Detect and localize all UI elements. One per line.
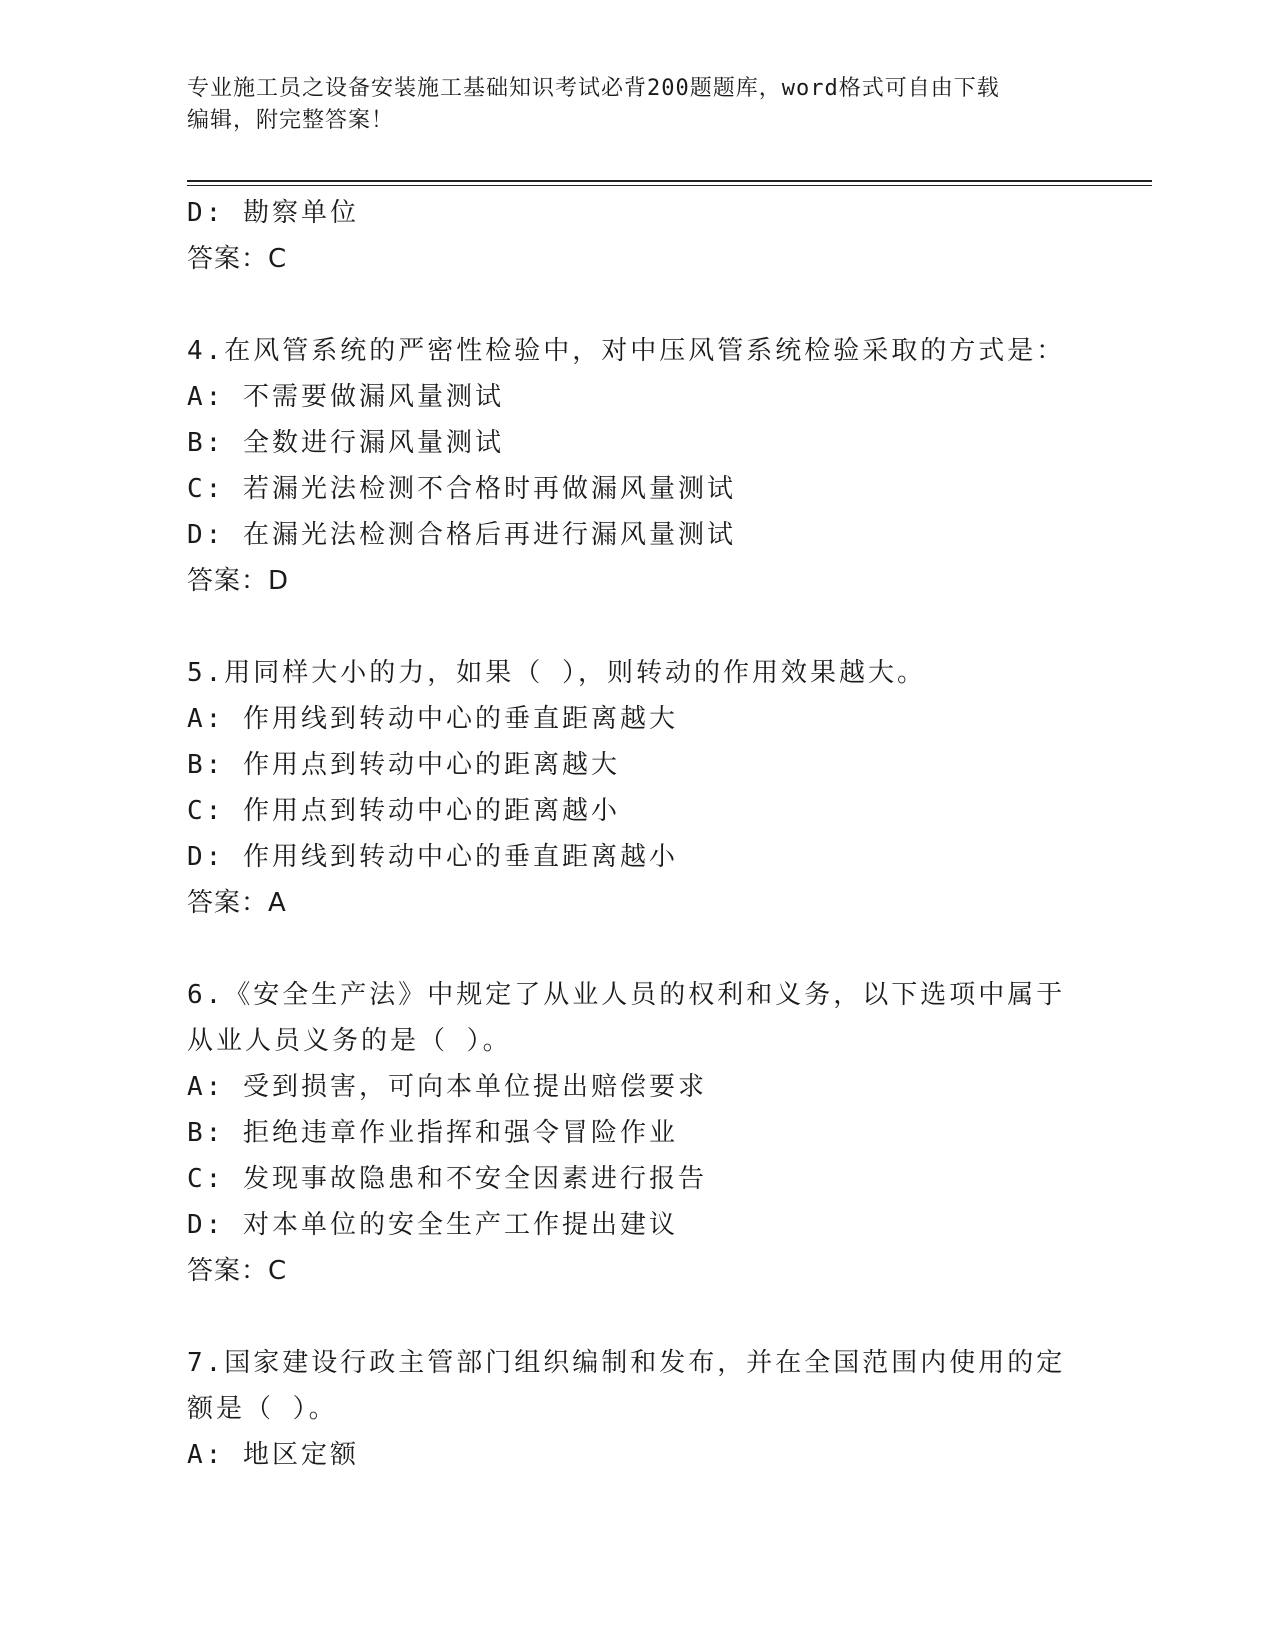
- question-stem-line-1: 6.《安全生产法》中规定了从业人员的权利和义务，以下选项中属于: [187, 980, 1066, 1010]
- answer: 答案：D: [187, 566, 290, 596]
- header-line-2: 编辑，附完整答案！: [187, 108, 395, 133]
- option-d: D: 作用线到转动中心的垂直距离越小: [187, 842, 678, 872]
- question-7: [187, 1340, 1087, 1478]
- option-b: B: 拒绝违章作业指挥和强令冒险作业: [187, 1118, 678, 1148]
- question-stem: 4.在风管系统的严密性检验中，对中压风管系统检验采取的方式是：: [187, 336, 1066, 366]
- question-4: [187, 328, 1087, 604]
- option-b: B: 全数进行漏风量测试: [187, 428, 504, 458]
- answer: 答案：C: [187, 1256, 288, 1286]
- option-c: C: 发现事故隐患和不安全因素进行报告: [187, 1164, 707, 1194]
- option-d: D: 在漏光法检测合格后再进行漏风量测试: [187, 520, 736, 550]
- answer: 答案：A: [187, 888, 287, 918]
- header-line-1: 专业施工员之设备安装施工基础知识考试必背200题题库，word格式可自由下载: [187, 76, 1000, 101]
- option-a: A: 地区定额: [187, 1440, 359, 1470]
- question-5: [187, 650, 1087, 926]
- question-stem-line-2: 额是（ ）。: [187, 1394, 338, 1424]
- header-divider-thick: [187, 180, 1152, 182]
- option-a: A: 不需要做漏风量测试: [187, 382, 504, 412]
- option-c: C: 若漏光法检测不合格时再做漏风量测试: [187, 474, 736, 504]
- question-stem-line-1: 7.国家建设行政主管部门组织编制和发布，并在全国范围内使用的定: [187, 1348, 1066, 1378]
- header-divider-thin: [187, 185, 1152, 186]
- q3-option-d: D: 勘察单位: [187, 198, 359, 228]
- option-c: C: 作用点到转动中心的距离越小: [187, 796, 620, 826]
- option-d: D: 对本单位的安全生产工作提出建议: [187, 1210, 678, 1240]
- question-6: [187, 972, 1087, 1294]
- question-stem: 5.用同样大小的力，如果（ ），则转动的作用效果越大。: [187, 658, 926, 688]
- question-stem-line-2: 从业人员义务的是（ ）。: [187, 1026, 512, 1056]
- option-b: B: 作用点到转动中心的距离越大: [187, 750, 620, 780]
- question-content: [187, 190, 1087, 1478]
- document-header: [187, 73, 1087, 137]
- option-a: A: 作用线到转动中心的垂直距离越大: [187, 704, 678, 734]
- q3-answer: 答案：C: [187, 244, 288, 274]
- option-a: A: 受到损害，可向本单位提出赔偿要求: [187, 1072, 707, 1102]
